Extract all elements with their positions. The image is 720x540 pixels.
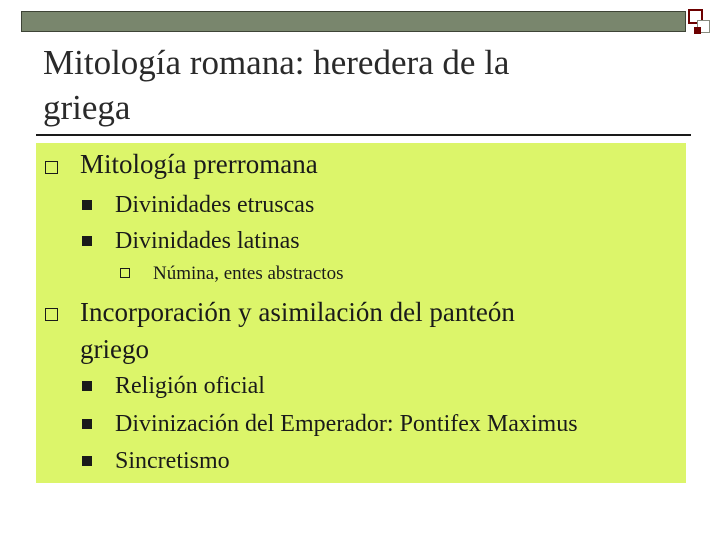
bullet-item-level2: Religión oficial (115, 373, 265, 399)
bullet-item-level2: Divinidades etruscas (115, 192, 315, 218)
corner-square-icon (694, 27, 701, 34)
bullet-item-level3: Númina, entes abstractos (153, 263, 344, 284)
slide-content (36, 143, 686, 483)
slide-title-line-2: griega (43, 88, 131, 127)
slide-title (43, 40, 673, 130)
slide-title-line-1: Mitología romana: heredera de la (43, 43, 510, 82)
bullet-item-level1-line-1: Incorporación y asimilación del panteón (80, 297, 515, 327)
filled-square-icon (82, 381, 92, 391)
hollow-square-icon (45, 161, 58, 174)
bullet-item-level1-line-2: griego (80, 334, 149, 364)
filled-square-icon (82, 200, 92, 210)
decorative-top-bar (21, 11, 686, 32)
filled-square-icon (82, 236, 92, 246)
filled-square-icon (82, 419, 92, 429)
hollow-square-icon (45, 308, 58, 321)
bullet-item-level2: Sincretismo (115, 448, 230, 474)
bullet-item-level2: Divinidades latinas (115, 228, 300, 254)
bullet-item-level1: Mitología prerromana (80, 149, 318, 179)
title-divider (36, 134, 691, 136)
filled-square-icon (82, 456, 92, 466)
hollow-square-icon (120, 268, 130, 278)
bullet-item-level2: Divinización del Emperador: Pontifex Maximus (115, 411, 578, 437)
